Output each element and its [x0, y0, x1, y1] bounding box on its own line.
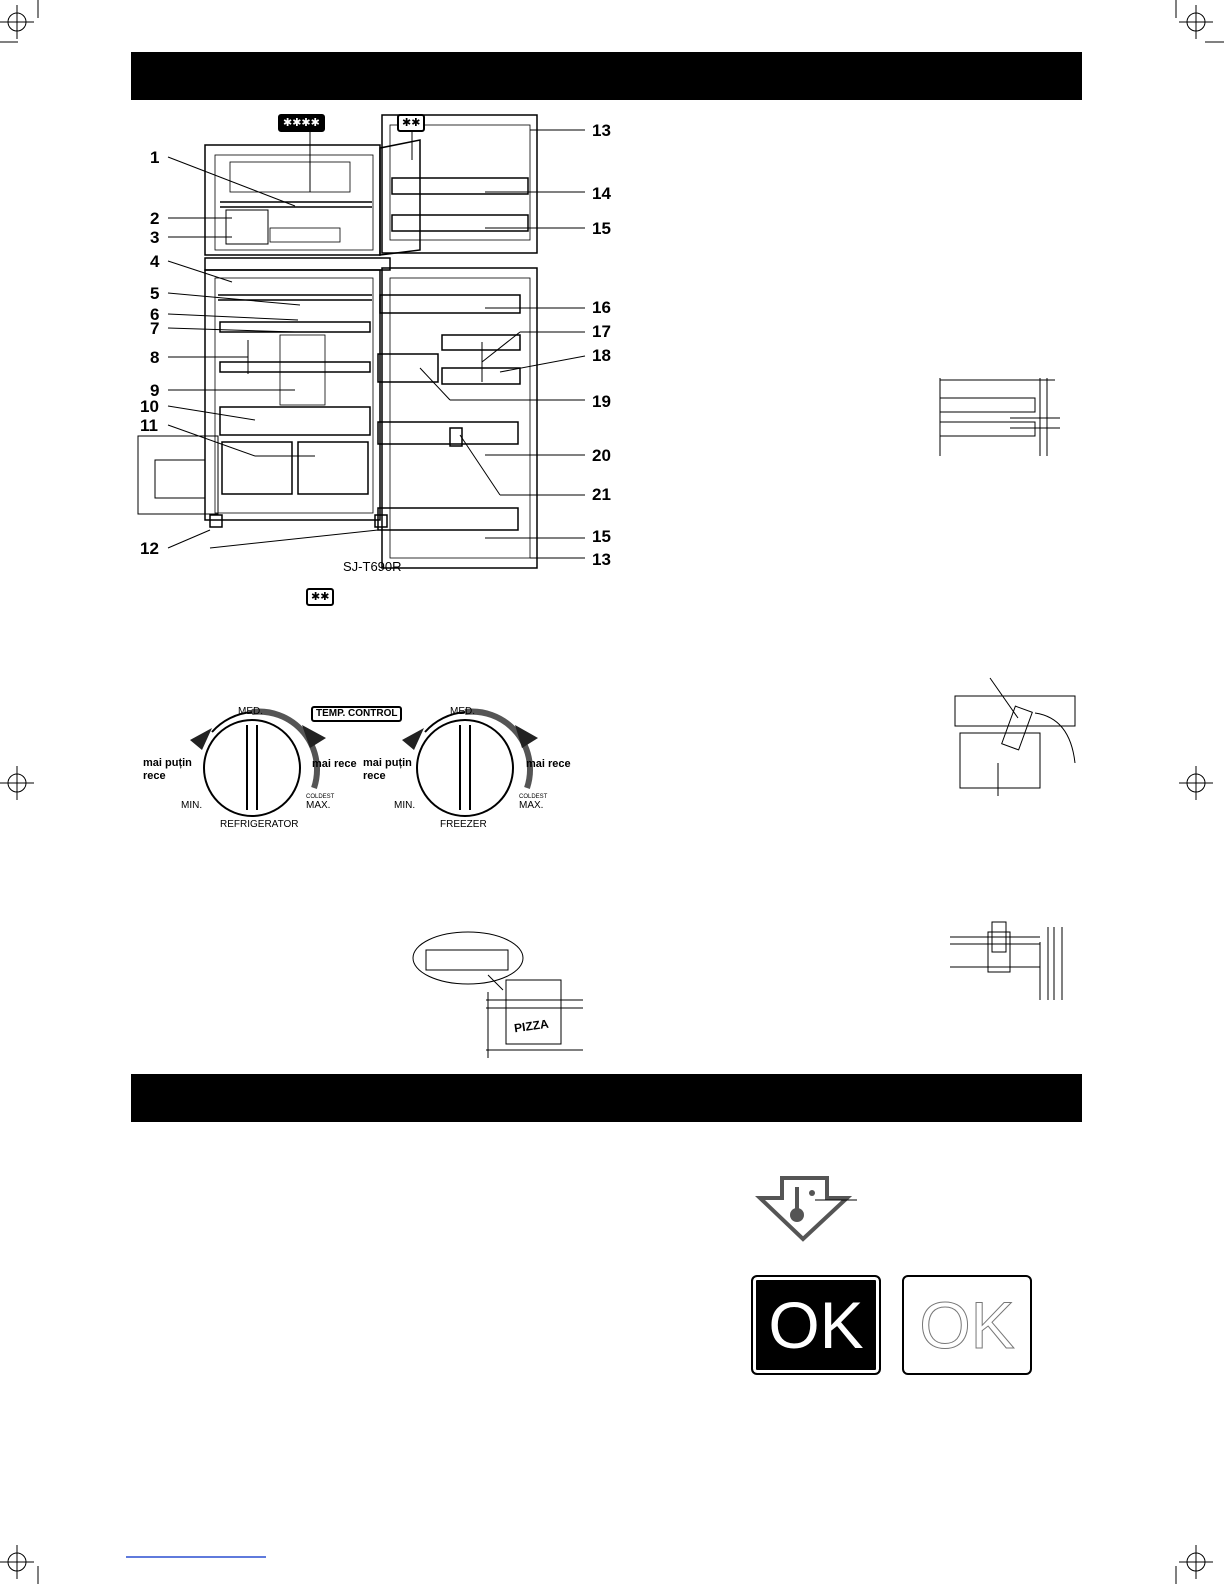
freezer-max-label: MAX. — [519, 800, 544, 811]
ok-indicator-light: OK — [902, 1275, 1032, 1375]
refrigerator-max-label: MAX. — [306, 800, 331, 811]
freezer-med-label: MED. — [450, 706, 475, 717]
door-shelf-illustration — [935, 378, 1065, 458]
refrigerator-less-cold-label-2: rece — [143, 770, 166, 782]
star-rating-badge: ✱✱ — [306, 588, 334, 606]
callout-number: 7 — [150, 319, 160, 338]
model-label: SJ-T690R — [343, 559, 402, 574]
callout-number: 14 — [592, 184, 611, 203]
callout-number: 17 — [592, 322, 611, 341]
callout-number: 9 — [150, 381, 160, 400]
refrigerator-colder-label: mai rece — [312, 758, 357, 770]
freezer-colder-label: mai rece — [526, 758, 571, 770]
callout-number: 15 — [592, 219, 611, 238]
section-header-bar — [131, 1074, 1082, 1122]
star-rating-badge: ✱✱✱✱ — [278, 114, 325, 132]
temp-control-badge: TEMP. CONTROL — [311, 706, 402, 722]
pizza-box-label: PIZZA — [513, 1016, 550, 1036]
refrigerator-min-label: MIN. — [181, 800, 203, 811]
fridge-diagram — [120, 110, 620, 580]
callout-number: 19 — [592, 392, 611, 411]
callout-number: 4 — [150, 252, 160, 271]
freezer-coldest-label: COLDEST — [519, 794, 548, 800]
callout-number: 15 — [592, 527, 611, 546]
callout-number: 20 — [592, 446, 611, 465]
freezer-less-cold-label-2: rece — [363, 770, 386, 782]
callout-number: 12 — [140, 539, 159, 558]
star-rating-badge: ✱✱ — [397, 114, 425, 132]
callout-number: 13 — [592, 121, 611, 140]
section-header-bar — [131, 52, 1082, 100]
refrigerator-less-cold-label: mai puțin — [143, 757, 192, 769]
callout-number: 5 — [150, 284, 160, 303]
freezer-min-label: MIN. — [394, 800, 416, 811]
refrigerator-coldest-label: COLDEST — [306, 794, 335, 800]
callout-number: 13 — [592, 550, 611, 569]
warning-symbol — [757, 1173, 867, 1243]
callout-number: 21 — [592, 485, 611, 504]
callout-number: 16 — [592, 298, 611, 317]
egg-holder-illustration — [950, 922, 1080, 1002]
callout-number: 6 — [150, 305, 160, 324]
freezer-dial-name: FREEZER — [440, 819, 487, 830]
callout-number: 18 — [592, 346, 611, 365]
ok-indicator-dark: OK — [751, 1275, 881, 1375]
refrigerator-dial-name: REFRIGERATOR — [220, 819, 299, 830]
callout-number: 2 — [150, 209, 160, 228]
callout-number: 1 — [150, 148, 160, 167]
callout-number: 11 — [140, 416, 158, 435]
ice-tray-illustration — [950, 678, 1090, 798]
refrigerator-med-label: MED. — [238, 706, 263, 717]
callout-number: 8 — [150, 348, 160, 367]
callout-number: 10 — [140, 397, 159, 416]
callout-number: 3 — [150, 228, 160, 247]
pizza-shelf-illustration — [408, 930, 588, 1060]
freezer-less-cold-label: mai puțin — [363, 757, 412, 769]
